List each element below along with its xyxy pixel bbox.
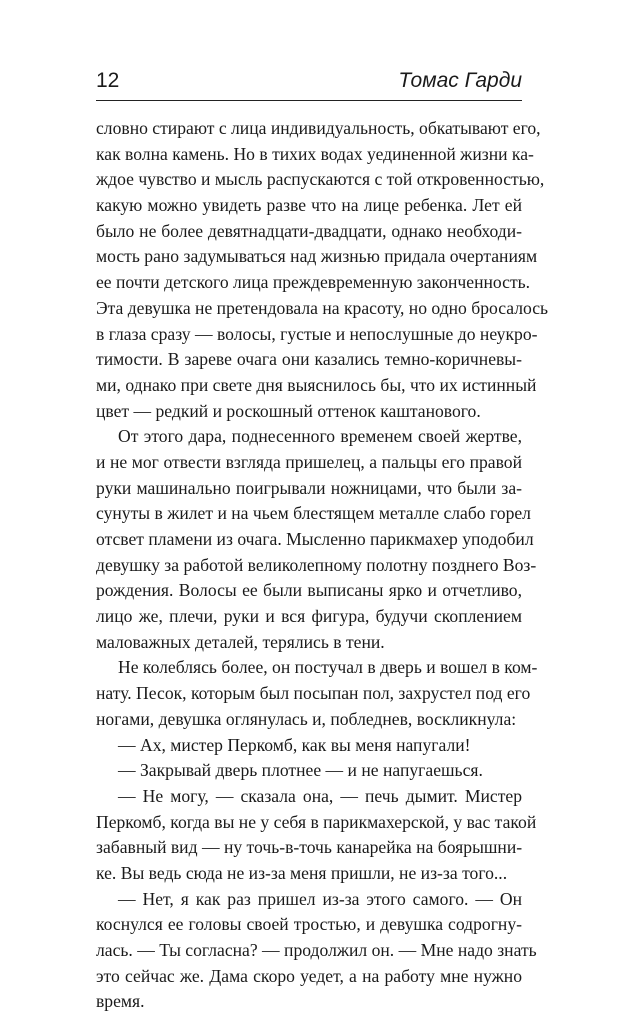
- text-line: как волна камень. Но в тихих водах уединенной жизни ка-: [96, 143, 534, 164]
- text-line: От этого дара, поднесенного временем своей жертве,: [118, 426, 522, 447]
- paragraph: [96, 733, 522, 759]
- text-line: — Не могу, — сказала она, — печь дымит. Мистер: [118, 785, 522, 806]
- paragraph: [96, 424, 537, 655]
- running-title: Томас Гарди: [398, 69, 522, 92]
- text-line: руки машинально поигрывали ножницами, что были за-: [96, 477, 522, 498]
- paragraph: [96, 784, 537, 887]
- text-line: лась. — Ты согласна? — продолжил он. — Мне надо знать: [96, 940, 537, 960]
- text-line: время.: [96, 991, 145, 1012]
- text-line: словно стирают с лица индивидуальность, обкатывают его,: [96, 118, 541, 138]
- text-line: — Нет, я как раз пришел из-за этого самого. — Он: [118, 888, 522, 909]
- text-line: сунуты в жилет и на чьем блестящем металле слабо горел: [96, 503, 531, 524]
- paragraph: [96, 887, 537, 1015]
- text-line: в глаза сразу — волосы, густые и непослушные до неукро-: [96, 323, 538, 344]
- text-line: ми, однако при свете дня выяснилось бы, что их истинный: [96, 374, 537, 395]
- text-line: какую можно увидеть разве что на лице ребенка. Лет ей: [96, 195, 522, 216]
- text-line: тимости. В зареве очага они казались темно-коричневы-: [96, 349, 522, 370]
- text-line: — Закрывай дверь плотнее — и не напугаешься.: [118, 760, 483, 781]
- body-text: [96, 116, 549, 1015]
- page-header: [96, 66, 522, 101]
- paragraph: [96, 116, 549, 424]
- text-line: отсвет пламени из очага. Мысленно парикмахер уподобил: [96, 529, 534, 549]
- text-line: — Ах, мистер Перкомб, как вы меня напугали!: [118, 734, 471, 755]
- text-line: Эта девушка не претендовала на красоту, но одно бросалось: [96, 297, 549, 318]
- text-line: маловажных деталей, терялись в тени.: [96, 631, 385, 652]
- text-line: рождения. Волосы ее были выписаны ярко и отчетливо,: [96, 580, 522, 601]
- text-line: забавный вид — ну точь-в-точь канарейка на боярышни-: [96, 837, 523, 858]
- text-line: нату. Песок, которым был посыпан пол, захрустел под его: [96, 683, 531, 704]
- text-line: девушку за работой великолепному полотну позднего Воз-: [96, 554, 537, 575]
- text-line: ногами, девушка оглянулась и, побледнев, воскликнула:: [96, 708, 517, 729]
- text-line: Перкомб, когда вы не у себя в парикмахерской, у вас такой: [96, 811, 537, 832]
- text-line: было не более девятнадцати-двадцати, однако необходи-: [96, 220, 522, 241]
- text-line: Не колеблясь более, он постучал в дверь и вошел в ком-: [118, 657, 538, 678]
- text-line: мость рано задумываться над жизнью придала очертаниям: [96, 246, 538, 267]
- paragraph: [96, 655, 538, 732]
- text-line: ждое чувство и мысль распускаются с той откровенностью,: [96, 169, 545, 190]
- text-line: цвет — редкий и роскошный оттенок каштанового.: [96, 400, 481, 421]
- text-line: коснулся ее головы своей тростью, и девушка содрогну-: [96, 914, 522, 935]
- text-line: это сейчас же. Дама скоро уедет, а на работу мне нужно: [96, 965, 522, 986]
- text-line: и не мог отвести взгляда пришелец, а пальцы его правой: [96, 451, 522, 472]
- page-number: 12: [96, 69, 120, 92]
- text-line: ке. Вы ведь сюда не из-за меня пришли, не из-за того...: [96, 862, 508, 883]
- paragraph: [96, 758, 522, 784]
- text-line: лицо же, плечи, руки и вся фигура, будучи скоплением: [96, 606, 522, 627]
- text-line: ее почти детского лица преждевременную законченность.: [96, 272, 531, 293]
